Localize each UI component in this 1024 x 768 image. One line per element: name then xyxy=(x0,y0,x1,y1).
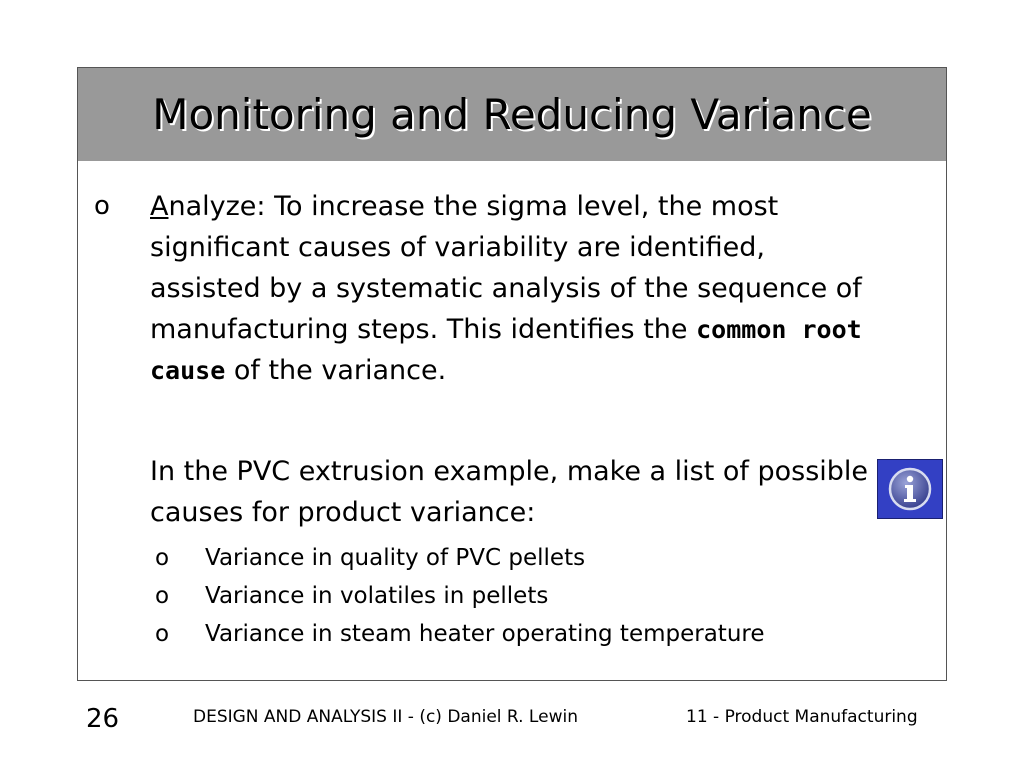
title-bar xyxy=(78,68,946,161)
example-paragraph: In the PVC extrusion example, make a list of possible causes for product variance: xyxy=(150,456,869,528)
causes-list xyxy=(150,539,870,653)
analyze-text-end: of the variance. xyxy=(225,355,447,386)
slide-title: Monitoring and Reducing Variance xyxy=(152,90,872,139)
list-item xyxy=(150,577,870,615)
list-item-text: Variance in steam heater operating temperature xyxy=(205,621,765,647)
page-number: 26 xyxy=(86,704,120,734)
sub-bullet-marker: o xyxy=(155,621,170,647)
footer-chapter: 11 - Product Manufacturing xyxy=(686,707,918,727)
analyze-text: nalyze: To increase the sigma level, the most significant causes of variability are identified, assisted by a systematic analysis of the sequence of manufacturing steps. This identifies the xyxy=(150,191,862,345)
sub-bullet-marker: o xyxy=(155,545,170,571)
footer-course: DESIGN AND ANALYSIS II - (c) Daniel R. Lewin xyxy=(193,707,578,727)
list-item-text: Variance in quality of PVC pellets xyxy=(205,545,586,571)
analyze-bold-term: common root cause xyxy=(150,315,862,385)
list-item xyxy=(150,539,870,577)
list-item xyxy=(150,615,870,653)
list-item-text: Variance in volatiles in pellets xyxy=(205,583,549,609)
info-button[interactable] xyxy=(877,459,943,519)
analyze-first-letter: A xyxy=(150,191,169,222)
slide-frame xyxy=(77,67,947,681)
bullet-marker: o xyxy=(94,191,110,221)
info-icon xyxy=(885,464,935,514)
analyze-paragraph xyxy=(150,186,870,391)
sub-bullet-marker: o xyxy=(155,583,170,609)
